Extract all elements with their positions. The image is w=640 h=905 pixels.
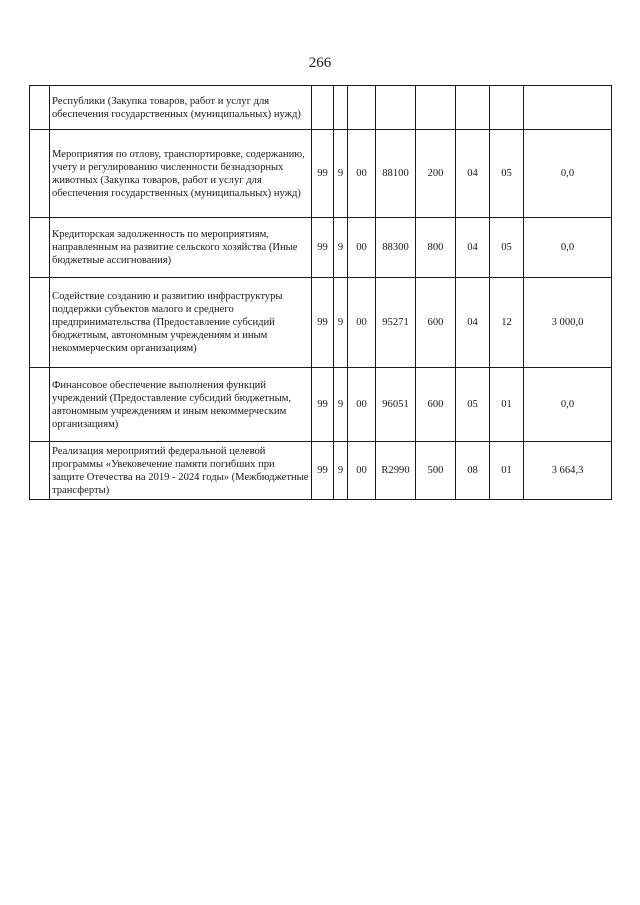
direction-cell: 00 bbox=[348, 442, 376, 500]
subprogram-cell: 9 bbox=[334, 442, 348, 500]
section-cell: 05 bbox=[456, 368, 490, 442]
amount-cell: 3 000,0 bbox=[524, 278, 612, 368]
amount-cell: 0,0 bbox=[524, 368, 612, 442]
table-row bbox=[30, 442, 612, 500]
page-number: 266 bbox=[308, 55, 332, 71]
program-cell: 99 bbox=[312, 442, 334, 500]
program-cell: 99 bbox=[312, 278, 334, 368]
section-cell bbox=[456, 86, 490, 130]
program-cell: 99 bbox=[312, 368, 334, 442]
row-number-cell bbox=[30, 86, 50, 130]
program-cell bbox=[312, 86, 334, 130]
expense-type-cell: 800 bbox=[416, 218, 456, 278]
description-cell: Финансовое обеспечение выполнения функций учреждений (Предоставление субсидий бюджетным, автономным учреждениям и иным некоммерческим организациям) bbox=[50, 368, 312, 442]
section-cell: 04 bbox=[456, 218, 490, 278]
section-cell: 08 bbox=[456, 442, 490, 500]
description-cell: Кредиторская задолженность по мероприятиям, направленным на развитие сельского хозяйства (Иные бюджетные ассигнования) bbox=[50, 218, 312, 278]
code-cell: 88300 bbox=[376, 218, 416, 278]
expense-type-cell: 200 bbox=[416, 130, 456, 218]
direction-cell: 00 bbox=[348, 130, 376, 218]
code-cell: R2990 bbox=[376, 442, 416, 500]
subsection-cell bbox=[490, 86, 524, 130]
row-number-cell bbox=[30, 442, 50, 500]
subprogram-cell: 9 bbox=[334, 218, 348, 278]
subsection-cell: 01 bbox=[490, 442, 524, 500]
subprogram-cell: 9 bbox=[334, 278, 348, 368]
section-cell: 04 bbox=[456, 130, 490, 218]
program-cell: 99 bbox=[312, 218, 334, 278]
description-cell: Содействие созданию и развитию инфраструктуры поддержки субъектов малого и среднего предпринимательства (Предоставление субсидий бюджетным, автономным учреждениям и иным некоммерческим организациям) bbox=[50, 278, 312, 368]
description-cell: Мероприятия по отлову, транспортировке, содержанию, учету и регулированию численности безнадзорных животных (Закупка товаров, работ и услуг для обеспечения государственных (муниципальных) нужд) bbox=[50, 130, 312, 218]
subprogram-cell: 9 bbox=[334, 130, 348, 218]
direction-cell: 00 bbox=[348, 218, 376, 278]
subprogram-cell: 9 bbox=[334, 368, 348, 442]
subsection-cell: 12 bbox=[490, 278, 524, 368]
table-row bbox=[30, 86, 612, 130]
direction-cell bbox=[348, 86, 376, 130]
amount-cell: 0,0 bbox=[524, 218, 612, 278]
description-cell: Реализация мероприятий федеральной целевой программы «Увековечение памяти погибших при защите Отечества на 2019 - 2024 годы» (Межбюджетные трансферты) bbox=[50, 442, 312, 500]
subsection-cell: 05 bbox=[490, 130, 524, 218]
table-row bbox=[30, 278, 612, 368]
budget-table bbox=[29, 85, 612, 500]
direction-cell: 00 bbox=[348, 368, 376, 442]
code-cell: 88100 bbox=[376, 130, 416, 218]
amount-cell: 0,0 bbox=[524, 130, 612, 218]
expense-type-cell: 600 bbox=[416, 368, 456, 442]
subsection-cell: 05 bbox=[490, 218, 524, 278]
row-number-cell bbox=[30, 278, 50, 368]
program-cell: 99 bbox=[312, 130, 334, 218]
section-cell: 04 bbox=[456, 278, 490, 368]
code-cell: 95271 bbox=[376, 278, 416, 368]
amount-cell: 3 664,3 bbox=[524, 442, 612, 500]
row-number-cell bbox=[30, 218, 50, 278]
subsection-cell: 01 bbox=[490, 368, 524, 442]
description-cell: Республики (Закупка товаров, работ и услуг для обеспечения государственных (муниципальных) нужд) bbox=[50, 86, 312, 130]
table-row bbox=[30, 218, 612, 278]
code-cell: 96051 bbox=[376, 368, 416, 442]
direction-cell: 00 bbox=[348, 278, 376, 368]
subprogram-cell bbox=[334, 86, 348, 130]
expense-type-cell bbox=[416, 86, 456, 130]
expense-type-cell: 600 bbox=[416, 278, 456, 368]
row-number-cell bbox=[30, 368, 50, 442]
expense-type-cell: 500 bbox=[416, 442, 456, 500]
table-row bbox=[30, 130, 612, 218]
row-number-cell bbox=[30, 130, 50, 218]
amount-cell bbox=[524, 86, 612, 130]
code-cell bbox=[376, 86, 416, 130]
table-row bbox=[30, 368, 612, 442]
